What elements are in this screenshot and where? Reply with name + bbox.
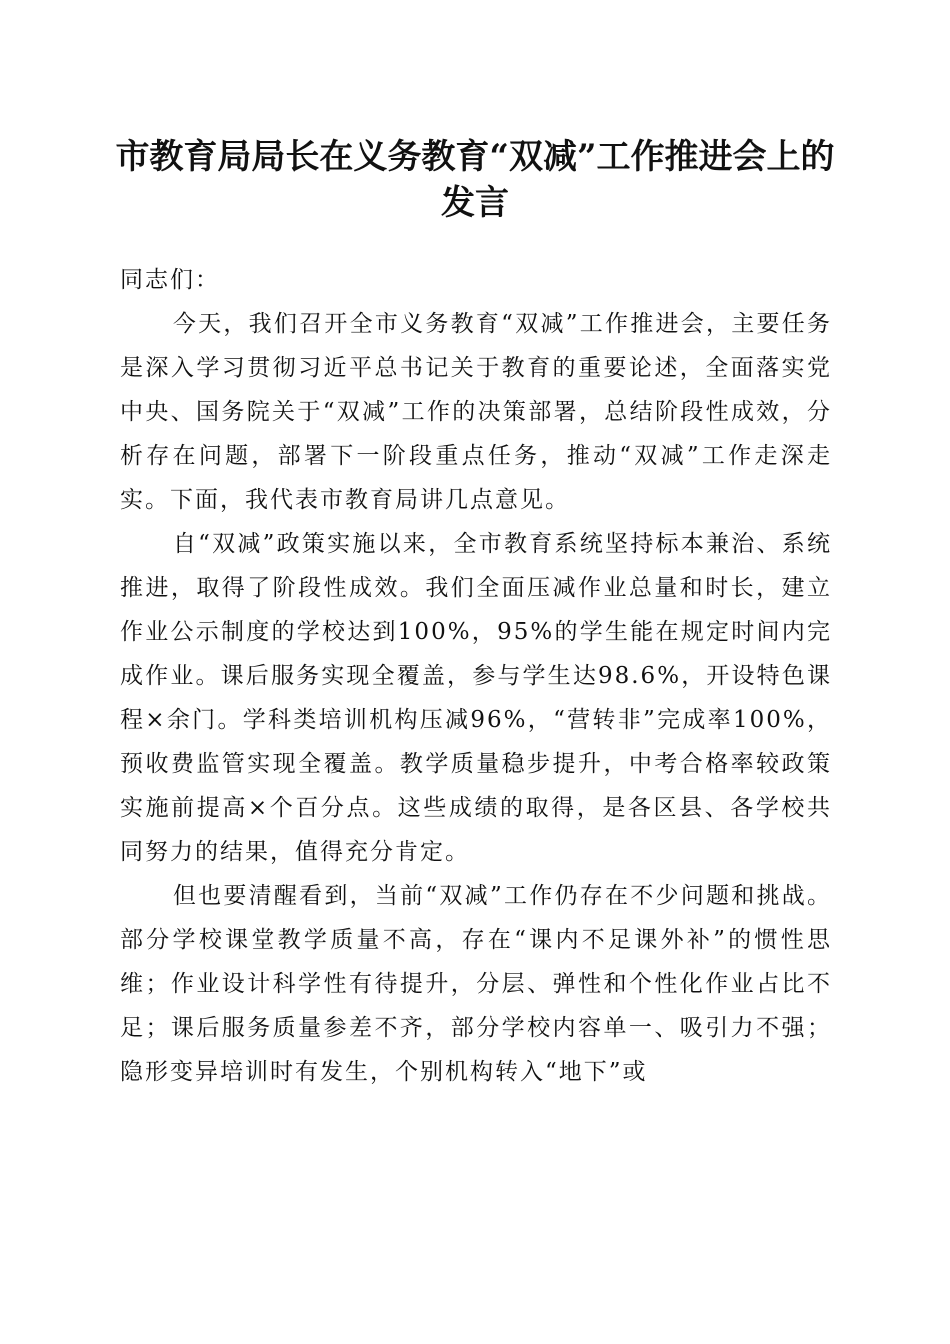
paragraph-intro: 今天，我们召开全市义务教育“双减”工作推进会，主要任务是深入学习贯彻习近平总书记关于教育的重要论述，全面落实党中央、国务院关于“双减”工作的决策部署，总结阶段性成效，分析存在问题，部署下一阶段重点任务，推动“双减”工作走深走实。下面，我代表市教育局讲几点意见。 (120, 311, 832, 513)
paragraph-problems: 但也要清醒看到，当前“双减”工作仍存在不少问题和挑战。部分学校课堂教学质量不高，存在“课内不足课外补”的惯性思维；作业设计科学性有待提升，分层、弹性和个性化作业占比不足；课后服务质量参差不齐，部分学校内容单一、吸引力不强；隐形变异培训时有发生，个别机构转入“地下”或 (120, 883, 832, 1085)
paragraph-achievements: 自“双减”政策实施以来，全市教育系统坚持标本兼治、系统推进，取得了阶段性成效。我们全面压减作业总量和时长，建立作业公示制度的学校达到100%，95%的学生能在规定时间内完成作业。课后服务实现全覆盖，参与学生达98.6%，开设特色课程×余门。学科类培训机构压减96%，“营转非”完成率100%，预收费监管实现全覆盖。教学质量稳步提升，中考合格率较政策实施前提高×个百分点。这些成绩的取得，是各区县、各学校共同努力的结果，值得充分肯定。 (120, 531, 832, 865)
document-body (120, 258, 832, 1094)
salutation: 同志们： (120, 267, 220, 293)
document-title: 市教育局局长在义务教育“双减”工作推进会上的发言 (115, 137, 835, 223)
